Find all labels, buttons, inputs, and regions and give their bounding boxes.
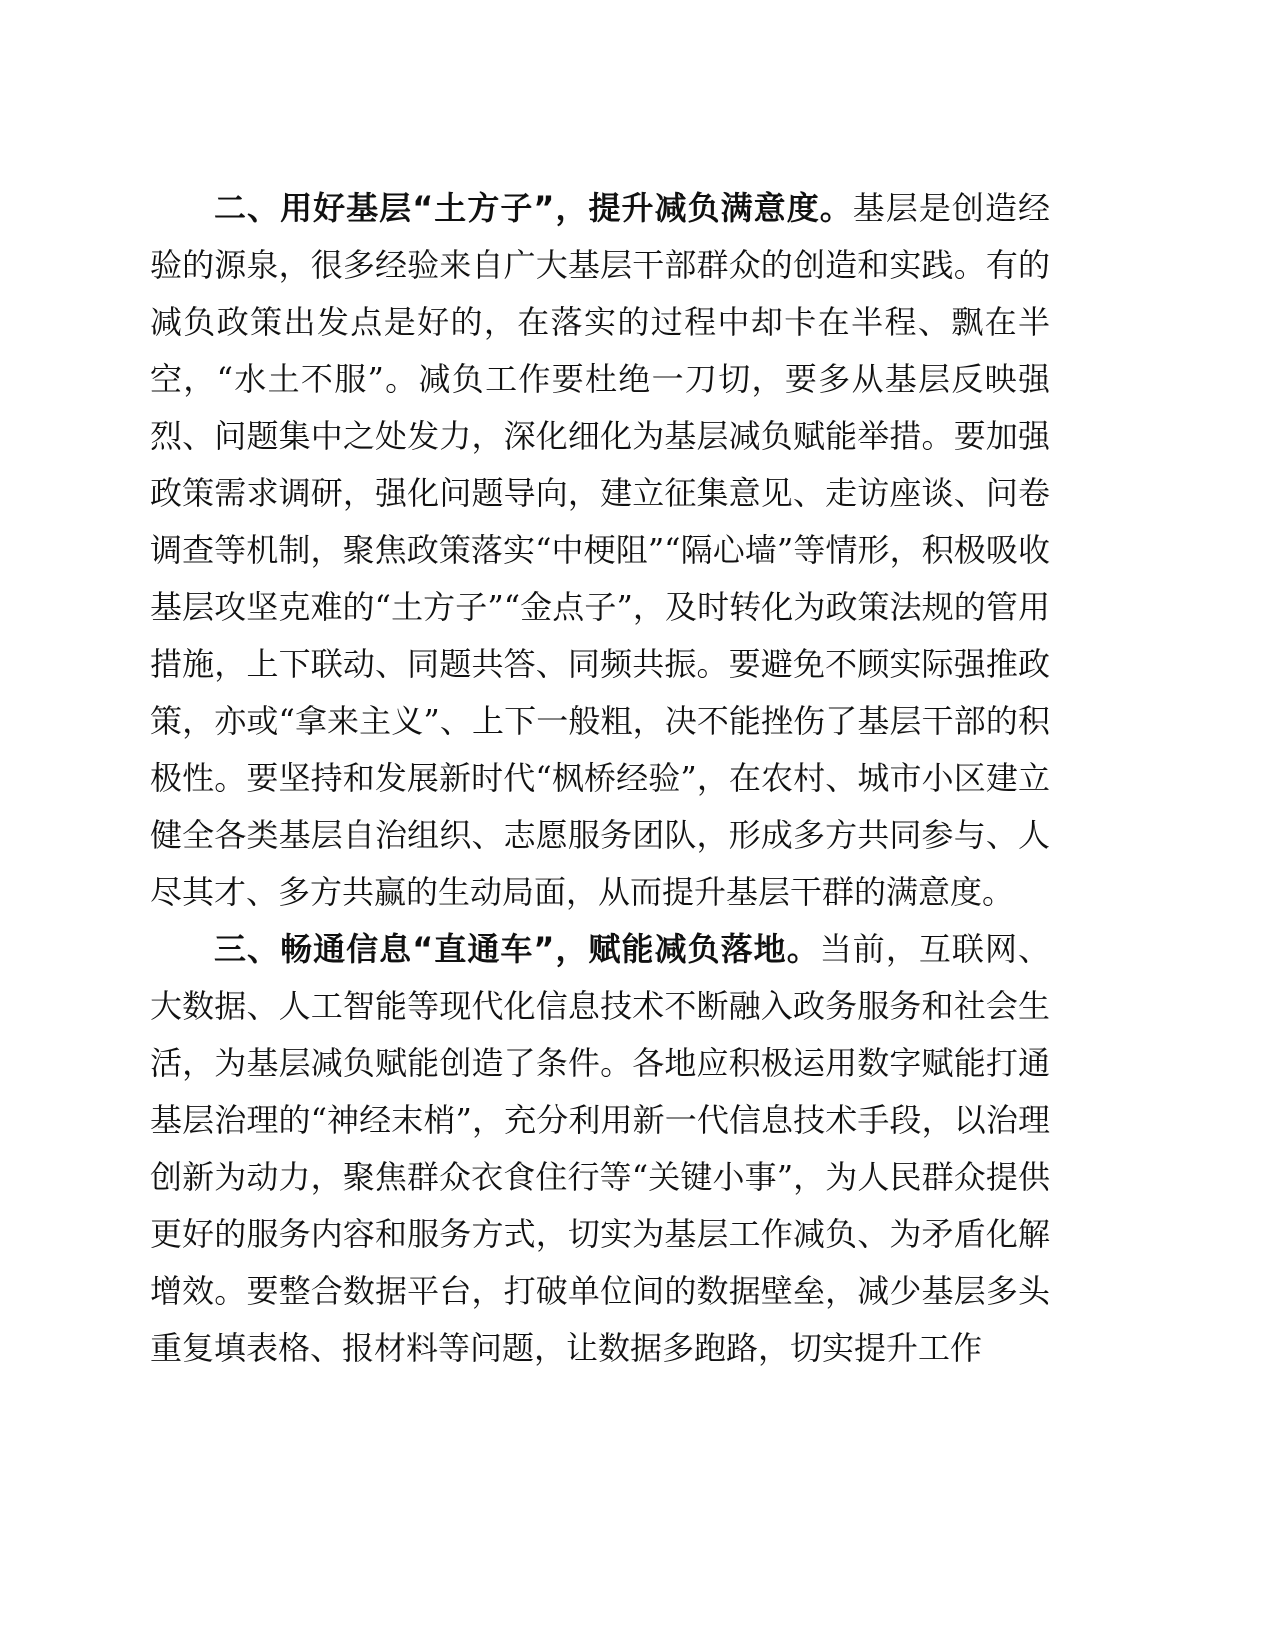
section-two-heading: 二、用好基层“土方子”，提升减负满意度。 — [214, 189, 853, 227]
section-two-text: 基层是创造经验的源泉，很多经验来自广大基层干部群众的创造和实践。有的减负政策出发点是好的，在落实的过程中却卡在半程、飘在半空，“水土不服”。减负工作要杜绝一刀切，要多从基层反映强烈、问题集中之处发力，深化细化为基层减负赋能举措。要加强政策需求调研，强化问题导向，建立征集意见、走访座谈、问卷调查等机制，聚焦政策落实“中梗阻”“隔心墙”等情形，积极吸收基层攻坚克难的“土方子”“金点子”，及时转化为政策法规的管用措施，上下联动、同题共答、同频共振。要避免不顾实际强推政策，亦或“拿来主义”、上下一般粗，决不能挫伤了基层干部的积极性。要坚持和发展新时代“枫桥经验”，在农村、城市小区建立健全各类基层自治组织、志愿服务团队，形成多方共同参与、人尽其才、多方共赢的生动局面，从而提升基层干群的满意度。 — [150, 189, 1050, 911]
section-three-text: 当前，互联网、大数据、人工智能等现代化信息技术不断融入政务服务和社会生活，为基层减负赋能创造了条件。各地应积极运用数字赋能打通基层治理的“神经末梢”，充分利用新一代信息技术手段，以治理创新为动力，聚焦群众衣食住行等“关键小事”，为人民群众提供更好的服务内容和服务方式，切实为基层工作减负、为矛盾化解增效。要整合数据平台，打破单位间的数据壁垒，减少基层多头重复填表格、报材料等问题，让数据多跑路，切实提升工作 — [150, 930, 1050, 1367]
document-body — [150, 180, 1050, 1377]
paragraph-section-three — [150, 921, 1050, 1377]
section-three-heading: 三、畅通信息“直通车”，赋能减负落地。 — [214, 930, 820, 968]
paragraph-section-two — [150, 180, 1050, 921]
